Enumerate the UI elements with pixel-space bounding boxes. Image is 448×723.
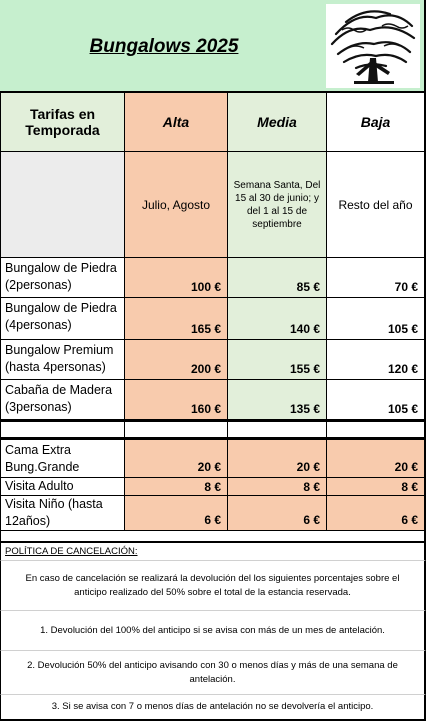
alta-price: 6 € [204, 513, 221, 527]
policy-item: 3. Si se avisa con 7 o menos días de antelación no se devolvería el anticipo. [0, 695, 426, 721]
baja-price: 6 € [401, 513, 418, 527]
alta-price: 20 € [197, 460, 221, 474]
price-cell [125, 380, 228, 420]
alta-price: 165 € [190, 322, 221, 336]
price-cell [327, 438, 426, 478]
price-cell [228, 478, 327, 496]
price-cell [327, 478, 426, 496]
policy-title: POLÍTICA DE CANCELACIÓN: [0, 543, 426, 561]
baja-price: 105 € [387, 322, 418, 336]
media-price: 155 € [289, 362, 320, 376]
table-row-label [0, 380, 125, 420]
table-row-label [0, 258, 125, 298]
media-price: 6 € [303, 513, 320, 527]
table-row-label [0, 298, 125, 340]
media-season-cell [228, 152, 327, 258]
baja-price: 120 € [387, 362, 418, 376]
media-price: 8 € [303, 480, 320, 494]
media-price: 135 € [289, 402, 320, 416]
policy-item: 2. Devolución 50% del anticipo avisando con 30 o menos días y más de una semana de antelación. [0, 651, 426, 695]
price-cell [327, 340, 426, 380]
tarifas-label: Tarifas en Temporada [25, 106, 100, 138]
table-row-label [0, 496, 125, 531]
baja-price: 105 € [387, 402, 418, 416]
season-blank-cell [0, 152, 125, 258]
price-cell [125, 496, 228, 531]
table-row-label [0, 438, 125, 478]
price-cell [228, 438, 327, 478]
spacer-cell [327, 420, 426, 438]
price-cell [327, 496, 426, 531]
price-cell [125, 438, 228, 478]
price-cell [228, 340, 327, 380]
alta-season: Julio, Agosto [141, 197, 211, 212]
baja-header-cell [327, 93, 426, 152]
table-row-label [0, 478, 125, 496]
policy-intro: En caso de cancelación se realizará la devolución del los siguientes porcentajes sobre el anticipo realizado del 50% sobre el total de la estancia reservada. [0, 561, 426, 611]
alta-price: 160 € [190, 402, 221, 416]
row-label: Bungalow de Piedra (2personas) [5, 261, 117, 292]
row-label: Bungalow Premium (hasta 4personas) [5, 343, 114, 374]
price-cell [228, 496, 327, 531]
spacer-row [0, 531, 426, 543]
media-price: 140 € [289, 322, 320, 336]
alta-label: Alta [162, 114, 190, 130]
row-label: Visita Adulto [5, 479, 74, 493]
alta-price: 200 € [190, 362, 221, 376]
baja-price: 70 € [394, 280, 418, 294]
page-title: Bungalows 2025 [89, 36, 239, 57]
tree-logo-icon [326, 4, 420, 88]
media-price: 85 € [296, 280, 320, 294]
spacer-cell [228, 420, 327, 438]
media-label: Media [257, 114, 297, 130]
media-price: 20 € [296, 460, 320, 474]
price-cell [125, 298, 228, 340]
row-label: Visita Niño (hasta 12años) [5, 497, 103, 528]
price-cell [228, 298, 327, 340]
price-cell [125, 340, 228, 380]
price-cell [228, 258, 327, 298]
price-cell [228, 380, 327, 420]
price-cell [327, 380, 426, 420]
baja-label: Baja [360, 114, 391, 130]
media-season: Semana Santa, Del 15 al 30 de junio; y del 1 al 15 de septiembre [233, 179, 321, 230]
price-cell [327, 258, 426, 298]
price-cell [125, 258, 228, 298]
baja-season: Resto del año [338, 197, 413, 212]
row-label: Bungalow de Piedra (4personas) [5, 301, 117, 332]
tarifas-header-cell [0, 93, 125, 152]
alta-price: 8 € [204, 480, 221, 494]
row-label: Cabaña de Madera (3personas) [5, 383, 113, 414]
baja-price: 8 € [401, 480, 418, 494]
table-row-label [0, 340, 125, 380]
price-cell [125, 478, 228, 496]
alta-header-cell [125, 93, 228, 152]
baja-season-cell [327, 152, 426, 258]
media-header-cell [228, 93, 327, 152]
row-label: Cama Extra Bung.Grande [5, 443, 80, 474]
spacer-cell [0, 420, 125, 438]
alta-season-cell [125, 152, 228, 258]
policy-item: 1. Devolución del 100% del anticipo si se avisa con más de un mes de antelación. [0, 611, 426, 651]
price-cell [327, 298, 426, 340]
spacer-cell [125, 420, 228, 438]
alta-price: 100 € [190, 280, 221, 294]
baja-price: 20 € [394, 460, 418, 474]
